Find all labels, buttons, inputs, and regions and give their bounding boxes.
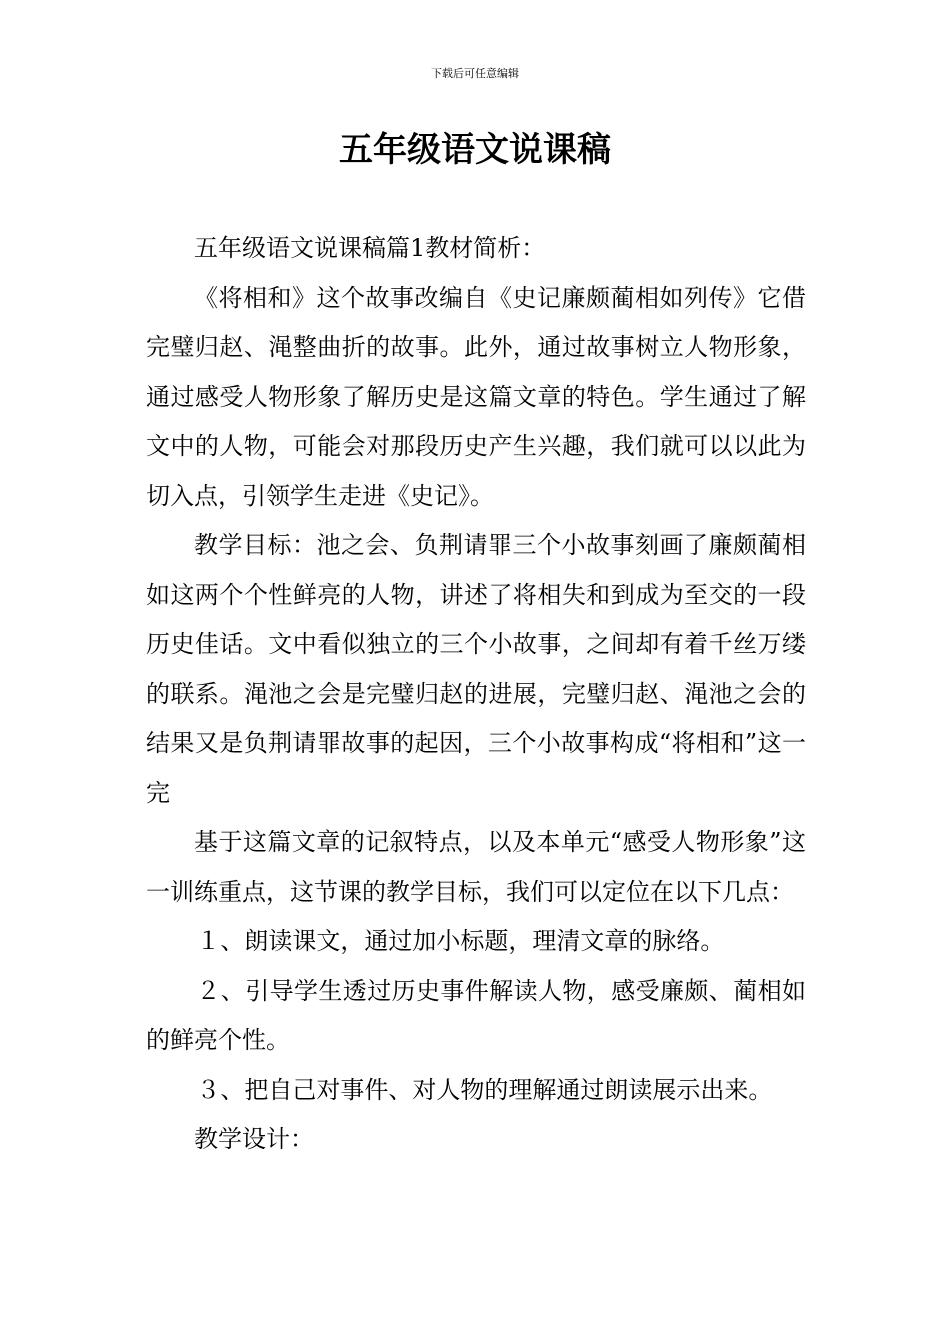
list-item: ３、把自己对事件、对人物的理解通过朗读展示出来。	[196, 1075, 773, 1104]
text-paragraph: 教学目标：池之会、负荆请罪三个小故事刻画了廉颇蔺相如这两个个性鲜亮的人物，讲述了将相失和到成为至交的一段历史佳话。文中看似独立的三个小故事，之间却有着千丝万缕的联系。渑池之会是完璧归赵的进展，完璧归赵、渑池之会的结果又是负荆请罪故事的起因，三个小故事构成“将相和”这一完	[146, 531, 806, 807]
list-item: １、朗读课文，通过加小标题，理清文章的脉络。	[196, 927, 725, 955]
list-item: ２、引导学生透过历史事件解读人物，感受廉颇、蔺相如的鲜亮个性。	[146, 976, 806, 1054]
header-note: 下载后可任意编辑	[431, 67, 519, 80]
document-title: 五年级语文说课稿	[339, 130, 611, 170]
text-paragraph: 《将相和》这个故事改编自《史记廉颇蔺相如列传》它借完璧归赵、渑整曲折的故事。此外，通过故事树立人物形象，通过感受人物形象了解历史是这篇文章的特色。学生通过了解文中的人物，可能会对那段历史产生兴趣，我们就可以以此为切入点，引领学生走进《史记》。	[146, 283, 806, 510]
section-heading-paragraph: 教学设计：	[194, 1125, 314, 1153]
text-paragraph: 基于这篇文章的记叙特点，以及本单元“感受人物形象”这一训练重点，这节课的教学目标，我们可以定位在以下几点：	[146, 828, 806, 906]
section-heading-paragraph: 五年级语文说课稿篇1教材简析：	[194, 234, 546, 262]
document-body	[146, 224, 806, 1165]
